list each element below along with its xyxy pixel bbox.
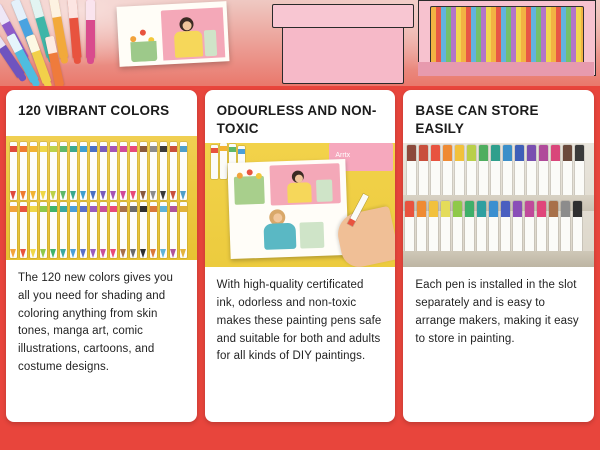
marker-nib xyxy=(120,191,126,200)
marker-cap xyxy=(551,145,560,161)
marker-icon xyxy=(20,142,27,200)
marker-icon xyxy=(491,145,500,197)
marker-icon xyxy=(170,142,177,200)
marker-band xyxy=(140,206,147,212)
marker-nib xyxy=(110,249,116,258)
marker-cap xyxy=(561,201,570,217)
marker-icon xyxy=(417,201,426,253)
marker-icon xyxy=(20,202,27,258)
marker-nib xyxy=(60,191,66,200)
figure-dress xyxy=(174,30,203,57)
marker-cap xyxy=(67,0,78,19)
marker-nib xyxy=(90,191,96,200)
product-box-brand: Arrtx xyxy=(335,152,351,160)
marker-nib xyxy=(80,191,86,200)
marker-band xyxy=(238,149,245,154)
marker-band xyxy=(180,146,187,152)
card-title: ODOURLESS AND NON-TOXIC xyxy=(216,103,377,136)
marker-icon xyxy=(150,202,157,258)
photo-pens-in-storage-base xyxy=(403,143,594,267)
marker-icon xyxy=(10,202,17,258)
marker-band xyxy=(40,206,47,212)
marker-cap xyxy=(86,0,95,20)
marker-cap xyxy=(479,145,488,161)
marker-icon xyxy=(90,142,97,200)
card-body-text: With high-quality certificated ink, odorless and non-toxic makes these painting pens safe and suitable for both and adults for all kinds of DIY paintings. xyxy=(216,279,382,363)
marker-icon xyxy=(489,201,498,253)
marker-band xyxy=(120,206,127,212)
marker-icon xyxy=(429,201,438,253)
figure-dress xyxy=(287,182,312,203)
marker-icon xyxy=(549,201,558,253)
feature-card-1 xyxy=(6,90,197,422)
marker-icon xyxy=(575,145,584,197)
marker-nib xyxy=(170,249,176,258)
marker-cap xyxy=(467,145,476,161)
marker-icon xyxy=(86,0,95,58)
marker-icon xyxy=(453,201,462,253)
marker-icon xyxy=(120,202,127,258)
marker-tip xyxy=(43,79,52,86)
marker-nib xyxy=(70,191,76,200)
marker-nib xyxy=(120,249,126,258)
artwork-plant xyxy=(204,30,217,57)
marker-band xyxy=(110,206,117,212)
marker-band xyxy=(229,147,236,152)
marker-icon xyxy=(513,201,522,253)
marker-icon xyxy=(525,201,534,253)
marker-band xyxy=(70,206,77,212)
marker-nib xyxy=(150,191,156,200)
feature-card-list xyxy=(0,86,600,450)
figure2-outfit xyxy=(263,223,296,250)
marker-band xyxy=(90,206,97,212)
marker-icon xyxy=(110,202,117,258)
marker-icon xyxy=(70,142,77,200)
marker-nib xyxy=(130,249,136,258)
marker-nib xyxy=(40,191,46,200)
marker-cap xyxy=(563,145,572,161)
marker-cap xyxy=(443,145,452,161)
card-title: 120 VIBRANT COLORS xyxy=(18,103,170,118)
marker-icon xyxy=(441,201,450,253)
marker-nib xyxy=(160,249,166,258)
marker-icon xyxy=(563,145,572,197)
marker-icon xyxy=(477,201,486,253)
marker-icon xyxy=(40,142,47,200)
marker-icon xyxy=(431,145,440,197)
marker-icon xyxy=(140,142,147,200)
product-hero-photo xyxy=(0,0,600,86)
marker-icon xyxy=(110,142,117,200)
marker-band xyxy=(60,206,67,212)
marker-icon xyxy=(80,142,87,200)
marker-cap xyxy=(549,201,558,217)
illustration-sheet xyxy=(227,159,348,259)
marker-cap xyxy=(501,201,510,217)
marker-icon xyxy=(537,201,546,253)
marker-band xyxy=(80,146,87,152)
marker-nib xyxy=(180,191,186,200)
marker-cap xyxy=(419,145,428,161)
illustration-leaves xyxy=(234,176,265,205)
marker-band xyxy=(100,206,107,212)
marker-nib xyxy=(20,191,26,200)
marker-cap xyxy=(431,145,440,161)
card-body-text: Each pen is installed in the slot separately and is easy to arrange makers, making it easy to store in painting. xyxy=(415,279,579,345)
marker-tip xyxy=(73,56,81,65)
marker-band xyxy=(30,146,37,152)
marker-band xyxy=(130,206,137,212)
feature-card-2 xyxy=(205,90,396,422)
marker-cap xyxy=(537,201,546,217)
marker-cap xyxy=(515,145,524,161)
marker-nib xyxy=(100,249,106,258)
marker-band xyxy=(150,206,157,212)
marker-icon xyxy=(50,202,57,258)
illustration-flower xyxy=(236,173,242,179)
marker-icon xyxy=(407,145,416,197)
marker-cap xyxy=(575,145,584,161)
marker-icon xyxy=(120,142,127,200)
illustration-panel-pink xyxy=(269,163,340,205)
marker-nib xyxy=(80,249,86,258)
marker-icon xyxy=(405,201,414,253)
coloring-artwork-card xyxy=(117,1,230,67)
storage-base-front xyxy=(403,251,594,267)
marker-icon xyxy=(10,142,17,200)
marker-band xyxy=(150,146,157,152)
feature-card-3 xyxy=(403,90,594,422)
marker-icon xyxy=(90,202,97,258)
marker-nib xyxy=(40,249,46,258)
marker-cap xyxy=(477,201,486,217)
marker-band xyxy=(50,146,57,152)
marker-icon xyxy=(80,202,87,258)
illustration-plant xyxy=(316,180,333,203)
marker-icon xyxy=(220,143,227,179)
marker-band xyxy=(50,206,57,212)
marker-cap xyxy=(407,145,416,161)
marker-icon xyxy=(180,142,187,200)
marker-cap xyxy=(429,201,438,217)
artwork-leaves xyxy=(130,41,157,62)
marker-nib xyxy=(70,249,76,258)
marker-band xyxy=(110,146,117,152)
marker-nib xyxy=(110,191,116,200)
marker-cap xyxy=(453,201,462,217)
marker-icon xyxy=(573,201,582,253)
marker-icon xyxy=(443,145,452,197)
marker-cap xyxy=(527,145,536,161)
marker-icon xyxy=(100,142,107,200)
marker-band xyxy=(180,206,187,212)
marker-cap xyxy=(455,145,464,161)
marker-band xyxy=(40,146,47,152)
marker-icon xyxy=(50,142,57,200)
marker-nib xyxy=(50,191,56,200)
marker-icon xyxy=(503,145,512,197)
marker-nib xyxy=(100,191,106,200)
marker-icon xyxy=(419,145,428,197)
artwork-illustration xyxy=(121,5,226,62)
illustration-flower xyxy=(246,169,252,175)
marker-cap xyxy=(489,201,498,217)
marker-icon xyxy=(100,202,107,258)
marker-nib xyxy=(50,249,56,258)
marker-icon xyxy=(501,201,510,253)
marker-band xyxy=(60,146,67,152)
marker-nib xyxy=(10,191,16,200)
gift-box-marker-rack xyxy=(430,6,584,64)
marker-band xyxy=(20,146,27,152)
marker-cap xyxy=(573,201,582,217)
marker-band xyxy=(70,146,77,152)
marker-icon xyxy=(561,201,570,253)
marker-nib xyxy=(140,249,146,258)
marker-icon xyxy=(539,145,548,197)
marker-nib xyxy=(60,249,66,258)
marker-nib xyxy=(90,249,96,258)
card-body-text: The 120 new colors gives you all you need for shading and coloring anything from skin tones, manga art, comic illustrations, cartoons, and costume designs. xyxy=(18,272,173,374)
marker-band xyxy=(80,206,87,212)
marker-cap xyxy=(441,201,450,217)
marker-band xyxy=(160,206,167,212)
marker-tip xyxy=(87,56,94,64)
marker-band xyxy=(130,146,137,152)
marker-band xyxy=(220,146,227,151)
marker-icon xyxy=(160,202,167,258)
marker-icon xyxy=(30,142,37,200)
marker-band xyxy=(140,146,147,152)
marker-icon xyxy=(467,145,476,197)
photo-hand-drawing-on-illustration xyxy=(205,143,396,267)
marker-icon xyxy=(150,142,157,200)
marker-band xyxy=(120,146,127,152)
marker-cap xyxy=(465,201,474,217)
marker-cap xyxy=(513,201,522,217)
marker-band xyxy=(100,146,107,152)
marker-nib xyxy=(140,191,146,200)
marker-nib xyxy=(150,249,156,258)
marker-band xyxy=(160,146,167,152)
marker-cap xyxy=(417,201,426,217)
illustration-flower xyxy=(255,173,261,179)
marker-nib xyxy=(180,249,186,258)
marker-band xyxy=(211,148,218,153)
marker-band xyxy=(170,146,177,152)
marker-band xyxy=(10,146,17,152)
marker-cap xyxy=(491,145,500,161)
marker-icon xyxy=(30,202,37,258)
marker-band xyxy=(10,206,17,212)
marker-icon xyxy=(40,202,47,258)
card-title: BASE CAN STORE EASILY xyxy=(415,103,539,136)
marker-icon xyxy=(180,202,187,258)
marker-nib xyxy=(20,249,26,258)
marker-icon xyxy=(130,142,137,200)
marker-nib xyxy=(130,191,136,200)
marker-nib xyxy=(30,249,36,258)
marker-cap xyxy=(503,145,512,161)
marker-icon xyxy=(170,202,177,258)
marker-icon xyxy=(515,145,524,197)
marker-nib xyxy=(30,191,36,200)
photo-marker-rows-yellow-background xyxy=(6,136,197,260)
marker-band xyxy=(90,146,97,152)
marker-nib xyxy=(160,191,166,200)
marker-icon xyxy=(70,202,77,258)
marker-icon xyxy=(465,201,474,253)
marker-band xyxy=(20,206,27,212)
marker-icon xyxy=(479,145,488,197)
marker-band xyxy=(30,206,37,212)
marker-icon xyxy=(60,142,67,200)
marker-cap xyxy=(405,201,414,217)
marker-icon xyxy=(551,145,560,197)
marker-icon xyxy=(60,202,67,258)
marker-icon xyxy=(527,145,536,197)
artwork-flower xyxy=(140,29,146,35)
gift-box-base xyxy=(282,22,404,84)
illustration-plant-2 xyxy=(299,222,324,249)
marker-icon xyxy=(140,202,147,258)
marker-icon xyxy=(211,145,218,179)
marker-cap xyxy=(525,201,534,217)
marker-icon xyxy=(130,202,137,258)
gift-box-lid xyxy=(272,4,414,28)
figure2-face xyxy=(273,213,282,222)
marker-icon xyxy=(455,145,464,197)
marker-nib xyxy=(170,191,176,200)
gift-box-inner-shadow xyxy=(418,62,594,76)
marker-icon xyxy=(160,142,167,200)
marker-cap xyxy=(539,145,548,161)
marker-band xyxy=(170,206,177,212)
marker-nib xyxy=(10,249,16,258)
